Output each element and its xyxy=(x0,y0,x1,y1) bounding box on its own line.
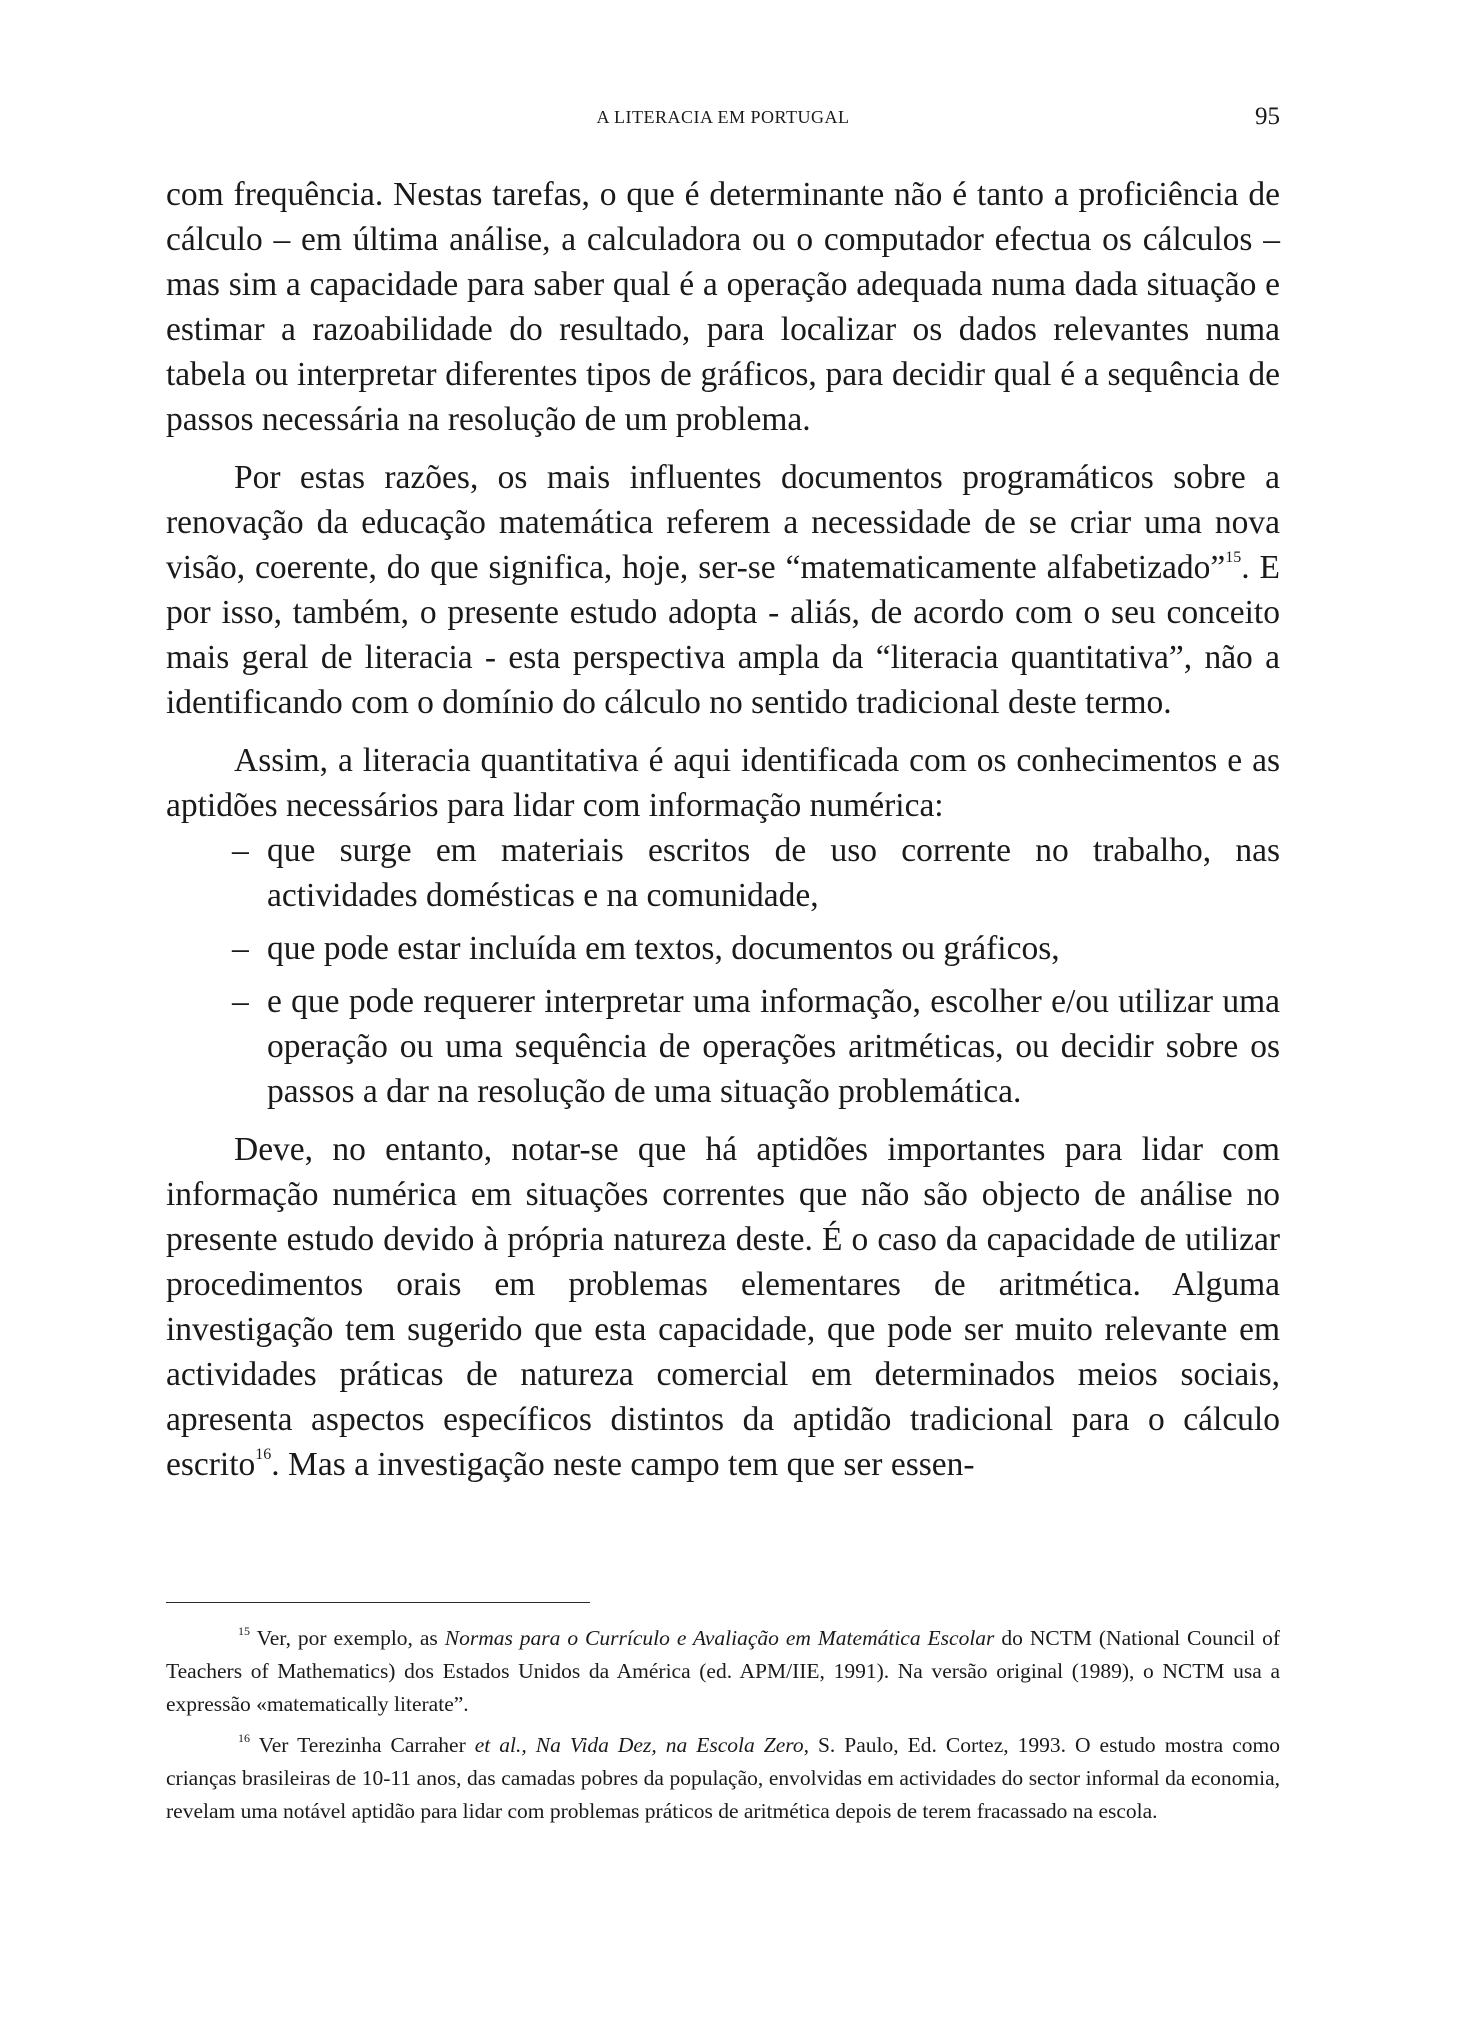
running-head xyxy=(166,103,1280,133)
body-text xyxy=(166,172,1280,1500)
footnote-16-space xyxy=(527,1733,536,1757)
paragraph-2-text-a: Por estas razões, os mais influentes documentos programáticos sobre a renovação da educação matemática referem a necessidade de se criar uma nova visão, coerente, do que significa, hoje, ser-se “matematicamente alfabetizado” xyxy=(166,459,1280,586)
footnote-16 xyxy=(166,1729,1280,1828)
paragraph-2 xyxy=(166,455,1280,725)
list-item-text: que pode estar incluída em textos, documentos ou gráficos, xyxy=(267,930,1060,967)
dash-marker: – xyxy=(232,832,249,869)
dash-marker: – xyxy=(232,930,249,967)
footnote-15 xyxy=(166,1622,1280,1721)
running-title: A LITERACIA EM PORTUGAL xyxy=(596,107,850,127)
paragraph-4-text-b: . Mas a investigação neste campo tem que ser essen- xyxy=(271,1446,975,1483)
list-item xyxy=(166,926,1280,971)
paragraph-1: com frequência. Nestas tarefas, o que é determinante não é tanto a proficiência de cálculo – em última análise, a calculadora ou o computador efectua os cálculos – mas sim a capacidade para saber qual é a operação adequada numa dada situação e estimar a razoabilidade do resultado, para localizar os dados relevantes numa tabela ou interpretar diferentes tipos de gráficos, para decidir qual é a sequência de passos necessária na resolução de um problema. xyxy=(166,176,1280,438)
footnote-16-text-b: , S. Paulo, Ed. Cortez, 1993. O estudo mostra como crianças brasileiras de 10-11 anos, das camadas pobres da população, envolvidas em actividades do sector informal da economia, revelam uma notável aptidão para lidar com problemas práticos de aritmética depois de terem fracassado na escola. xyxy=(166,1733,1280,1823)
footnotes xyxy=(166,1622,1280,1836)
paragraph-3: Assim, a literacia quantitativa é aqui identificada com os conhecimentos e as aptidões necessários para lidar com informação numérica: xyxy=(166,742,1280,824)
footnote-divider xyxy=(166,1602,590,1603)
list-item-text: e que pode requerer interpretar uma informação, escolher e/ou utilizar uma operação ou uma sequência de operações aritméticas, ou decidir sobre os passos a dar na resolução de uma situação problemática. xyxy=(267,983,1280,1110)
footnote-15-text-a: Ver, por exemplo, as xyxy=(256,1626,445,1650)
footnote-16-text-a: Ver Terezinha Carraher xyxy=(258,1733,475,1757)
footnote-15-title: Normas para o Currículo e Avaliação em Matemática Escolar xyxy=(444,1626,995,1650)
footnote-16-title: Na Vida Dez, na Escola Zero xyxy=(535,1733,804,1757)
paragraph-4 xyxy=(166,1127,1280,1487)
footnote-mark-15: 15 xyxy=(238,1624,250,1638)
bullet-list xyxy=(166,828,1280,1114)
footnote-ref-16[interactable]: 16 xyxy=(255,1446,272,1463)
footnote-15-text-b: do NCTM (National Council of Teachers of Mathematics) dos Estados Unidos da América (ed. APM/IIE, 1991). Na versão original (1989), o NCTM usa a expressão «matematically literate”. xyxy=(166,1626,1280,1716)
list-item xyxy=(166,828,1280,918)
footnote-mark-16: 16 xyxy=(238,1731,250,1745)
dash-marker: – xyxy=(232,983,249,1020)
page-number: 95 xyxy=(1255,103,1280,130)
list-item xyxy=(166,979,1280,1114)
paragraph-2-text-b: . E por isso, também, o presente estudo adopta - aliás, de acordo com o seu conceito mais geral de literacia - esta perspectiva ampla da “literacia quantitativa”, não a identificando com o domínio do cálculo no sentido tradicional deste termo. xyxy=(166,549,1280,721)
paragraph-4-text-a: Deve, no entanto, notar-se que há aptidões importantes para lidar com informação numérica em situações correntes que não são objecto de análise no presente estudo devido à própria natureza deste. É o caso da capacidade de utilizar procedimentos orais em problemas elementares de aritmética. Alguma investigação tem sugerido que esta capacidade, que pode ser muito relevante em actividades práticas de natureza comercial em determinados meios sociais, apresenta aspectos específicos distintos da aptidão tradicional para o cálculo escrito xyxy=(166,1131,1280,1483)
footnote-16-etal: et al., xyxy=(474,1733,527,1757)
list-item-text: que surge em materiais escritos de uso corrente no trabalho, nas actividades domésticas e na comunidade, xyxy=(267,832,1280,914)
footnote-ref-15[interactable]: 15 xyxy=(1225,549,1242,566)
